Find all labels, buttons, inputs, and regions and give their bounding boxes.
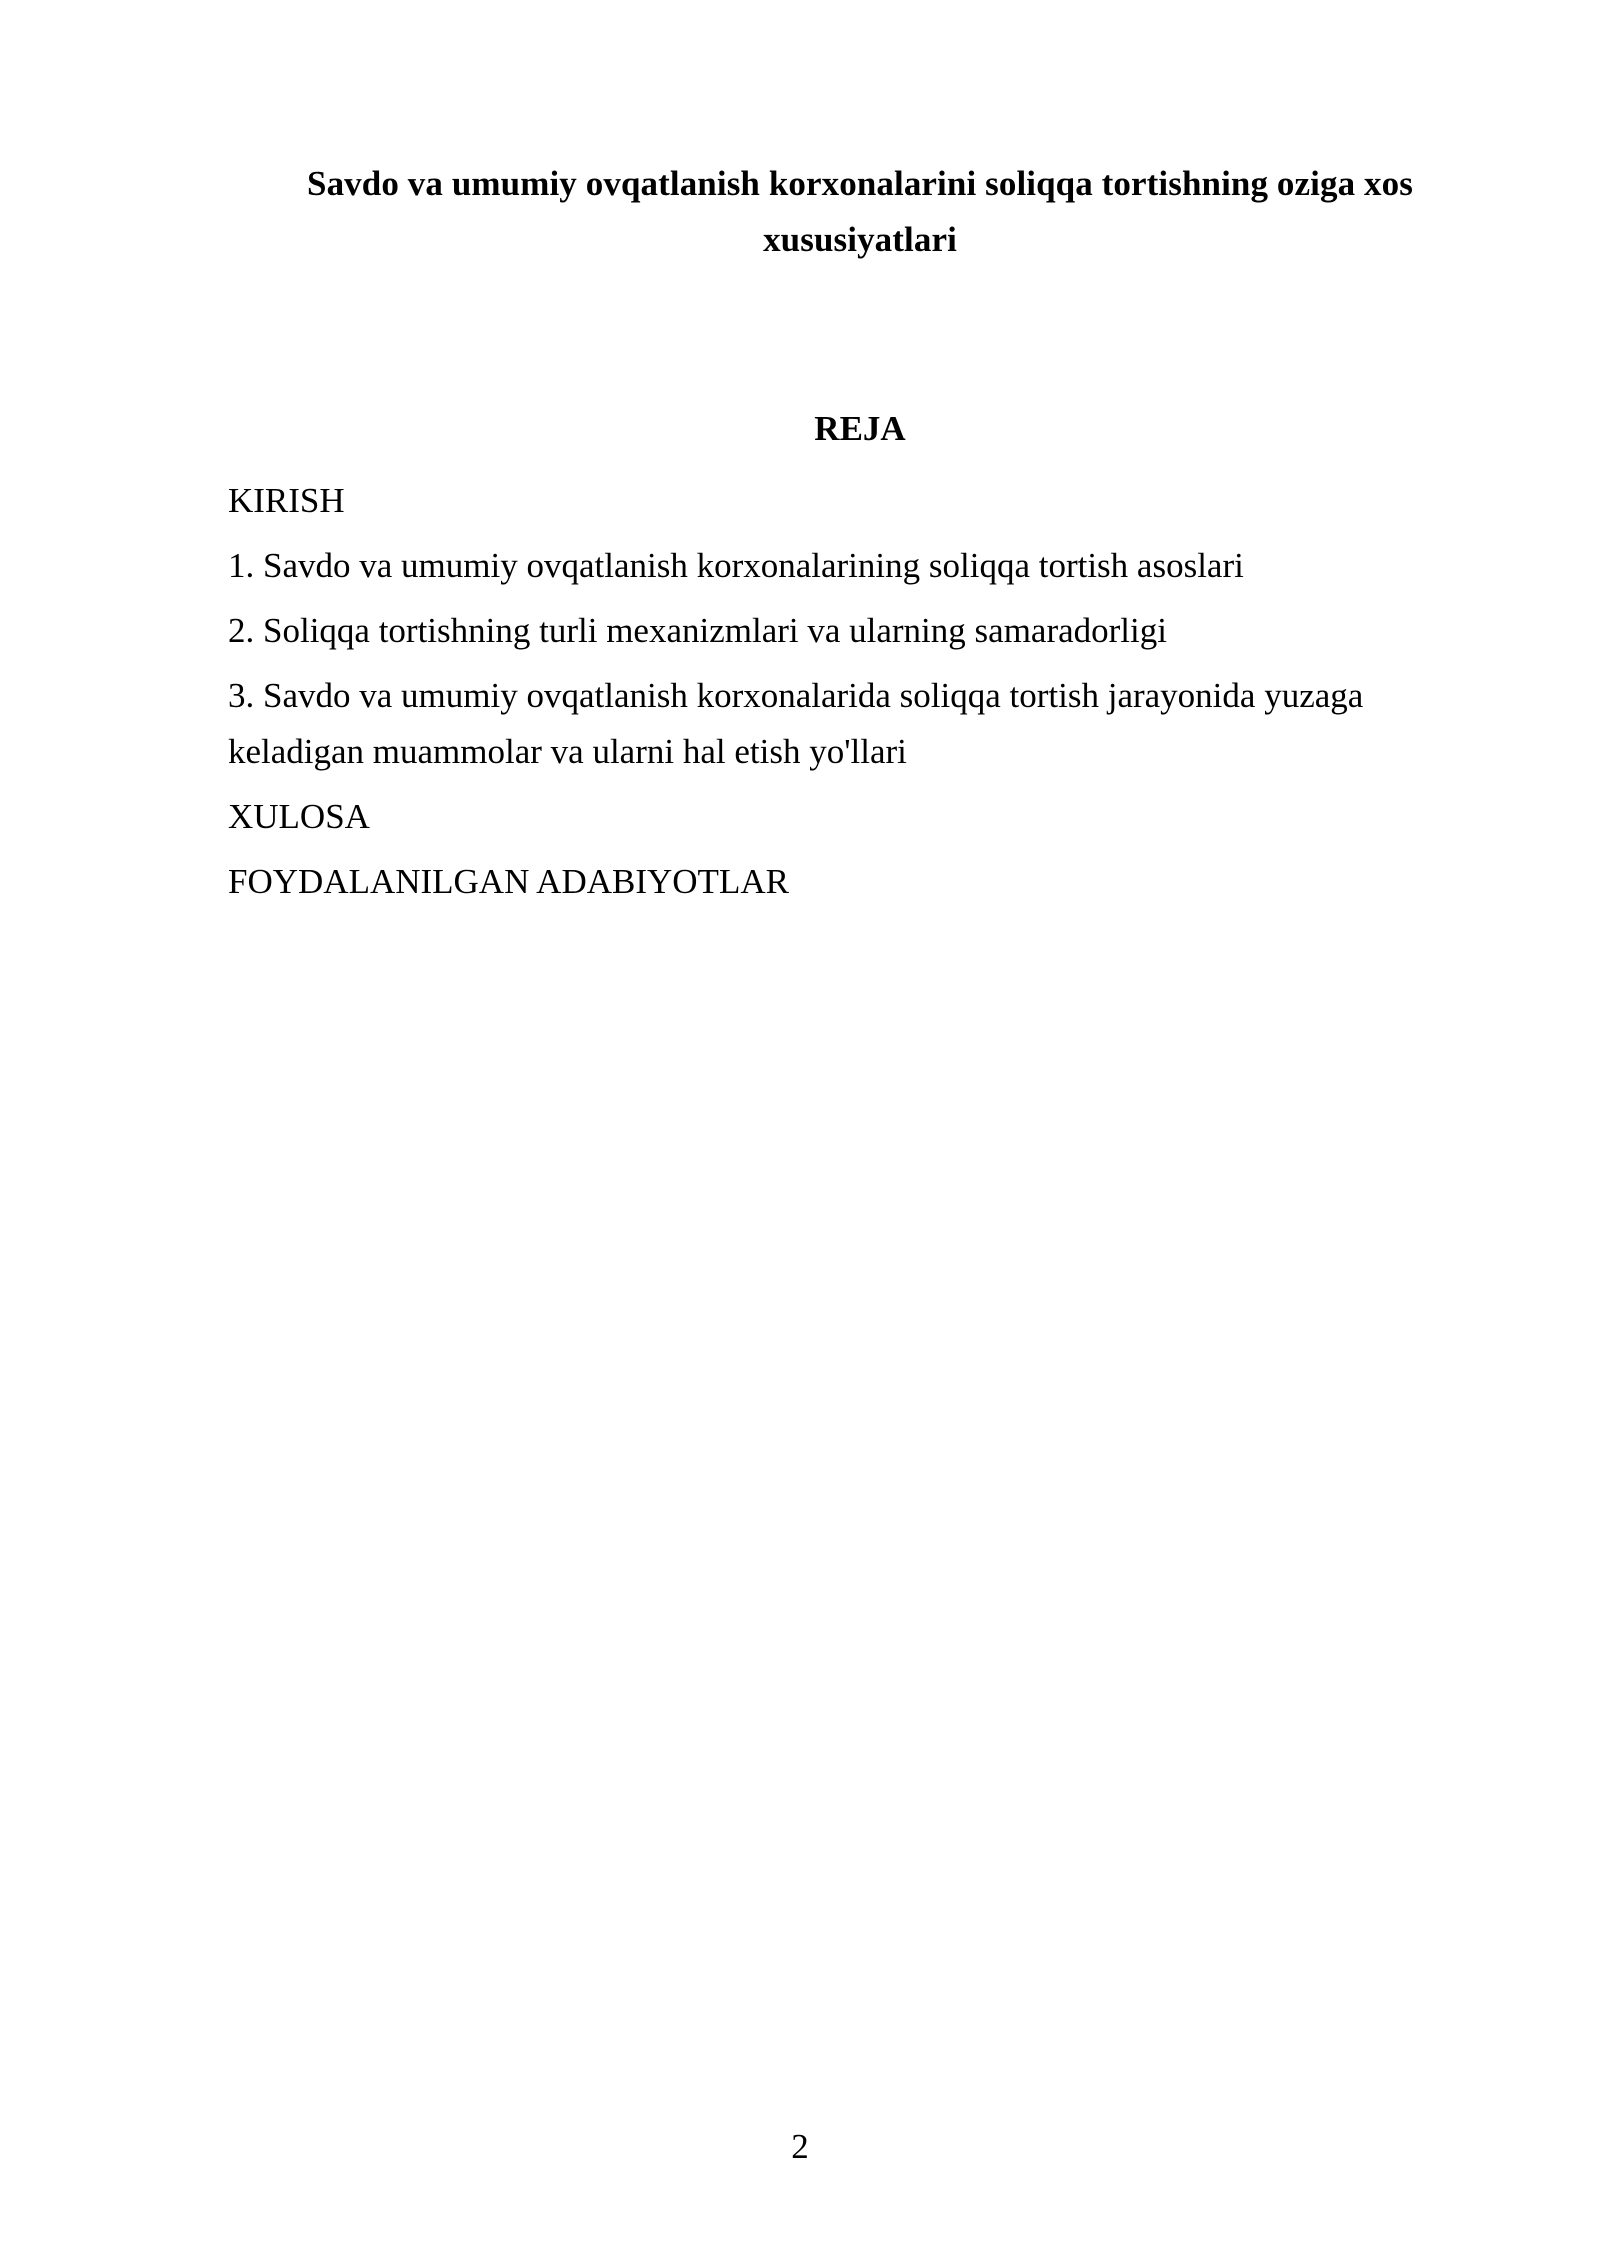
plan-heading: REJA: [814, 409, 906, 448]
plan-item-introduction: KIRISH: [228, 481, 345, 520]
plan-item-1: 1. Savdo va umumiy ovqatlanish korxonalarining soliqqa tortish asoslari: [228, 546, 1244, 585]
plan-item-3: 3. Savdo va umumiy ovqatlanish korxonalarida soliqqa tortish jarayonida yuzaga keladigan muammolar va ularni hal etish yo'llari: [228, 676, 1364, 771]
plan-list: [228, 473, 1492, 919]
plan-item-conclusion: XULOSA: [228, 797, 370, 836]
plan-item-2: 2. Soliqqa tortishning turli mexanizmlari va ularning samaradorligi: [228, 611, 1167, 650]
plan-item-references: FOYDALANILGAN ADABIYOTLAR: [228, 862, 789, 901]
document-title: Savdo va umumiy ovqatlanish korxonalarini soliqqa tortishning oziga xos xususiyatlari: [307, 164, 1413, 259]
page-number: 2: [791, 2127, 809, 2166]
